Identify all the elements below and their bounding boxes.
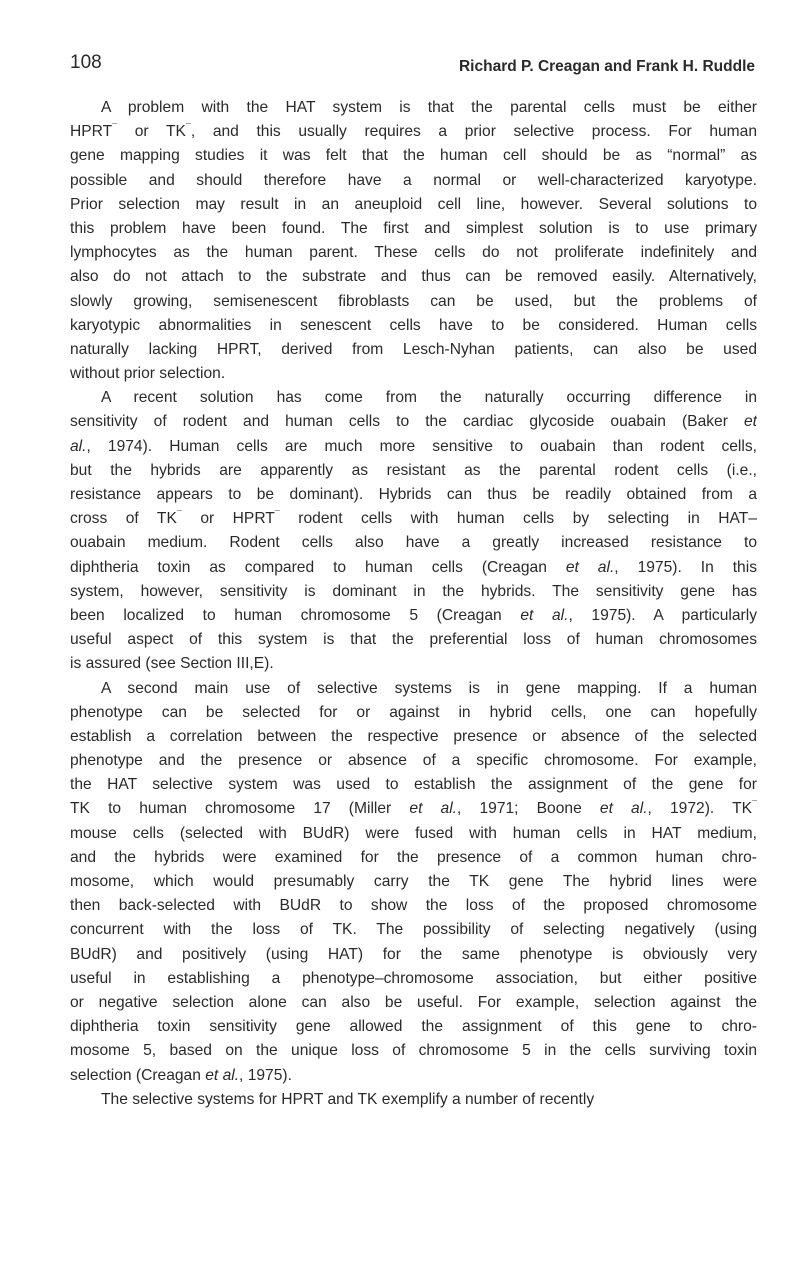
text-line: mosome, which would presumably carry the TK gene The hybrid lines were <box>70 873 757 890</box>
text-line: mouse cells (selected with BUdR) were fused with human cells in HAT medium, <box>70 824 757 842</box>
text-line: this problem have been found. The first and simplest solution is to use primary <box>70 219 757 237</box>
text-line: al., 1974). Human cells are much more sensitive to ouabain than rodent cells, <box>70 437 757 455</box>
text-line: establish a correlation between the respective presence or absence of the selected <box>70 727 757 745</box>
text-line: slowly growing, semisenescent fibroblasts can be used, but the problems of <box>70 292 757 310</box>
text-line: HPRT¯ or TK¯, and this usually requires a prior selective process. For human <box>70 122 757 141</box>
text-line: is assured (see Section III,E). <box>70 655 274 673</box>
text-line: been localized to human chromosome 5 (Creagan et al., 1975). A particularly <box>70 606 757 624</box>
text-line: resistance appears to be dominant). Hybrids can thus be readily obtained from a <box>70 486 757 503</box>
text-line: A problem with the HAT system is that the parental cells must be either <box>101 99 757 116</box>
text-line: Prior selection may result in an aneuploid cell line, however. Several solutions to <box>70 195 757 213</box>
text-line: also do not attach to the substrate and thus can be removed easily. Alternatively, <box>70 268 757 286</box>
text-line: phenotype can be selected for or against in hybrid cells, one can hopefully <box>70 703 757 721</box>
text-line: mosome 5, based on the unique loss of chromosome 5 in the cells surviving toxin <box>70 1042 757 1060</box>
text-line: phenotype and the presence or absence of a specific chromosome. For example, <box>70 752 757 770</box>
page-number: 108 <box>70 52 102 73</box>
text-line: gene mapping studies it was felt that the human cell should be as “normal” as <box>70 147 757 165</box>
body-text <box>70 96 757 1112</box>
text-line: diphtheria toxin sensitivity gene allowed the assignment of this gene to chro- <box>70 1018 757 1036</box>
text-line: A second main use of selective systems is in gene mapping. If a human <box>101 679 757 697</box>
text-line: cross of TK¯ or HPRT¯ rodent cells with human cells by selecting in HAT– <box>70 509 757 528</box>
text-line: A recent solution has come from the naturally occurring difference in <box>101 389 757 407</box>
text-line: useful aspect of this system is that the preferential loss of human chromosomes <box>70 631 757 649</box>
text-line: ouabain medium. Rodent cells also have a greatly increased resistance to <box>70 534 757 552</box>
text-line: BUdR) and positively (using HAT) for the same phenotype is obviously very <box>70 945 757 963</box>
running-head: Richard P. Creagan and Frank H. Ruddle <box>458 58 755 75</box>
text-line: then back-selected with BUdR to show the loss of the proposed chromosome <box>70 897 757 915</box>
text-line: or negative selection alone can also be useful. For example, selection against the <box>70 993 757 1011</box>
text-line: sensitivity of rodent and human cells to the cardiac glycoside ouabain (Baker et <box>70 413 757 431</box>
text-line: but the hybrids are apparently as resistant as the parental rodent cells (i.e., <box>70 461 757 479</box>
text-line: and the hybrids were examined for the presence of a common human chro- <box>70 848 757 866</box>
text-line: The selective systems for HPRT and TK exemplify a number of recently <box>101 1090 595 1108</box>
text-line: useful in establishing a phenotype–chromosome association, but either positive <box>70 969 757 987</box>
text-line: karyotypic abnormalities in senescent cells have to be considered. Human cells <box>70 316 757 334</box>
text-line: the HAT selective system was used to establish the assignment of the gene for <box>70 776 757 794</box>
text-line: concurrent with the loss of TK. The possibility of selecting negatively (using <box>70 921 757 939</box>
text-line: diphtheria toxin as compared to human cells (Creagan et al., 1975). In this <box>70 558 757 576</box>
text-line: without prior selection. <box>70 365 226 383</box>
text-line: TK to human chromosome 17 (Miller et al., 1971; Boone et al., 1972). TK¯ <box>70 799 757 818</box>
text-line: selection (Creagan et al., 1975). <box>70 1066 292 1084</box>
text-line: lymphocytes as the human parent. These cells do not proliferate indefinitely and <box>70 244 757 262</box>
text-line: possible and should therefore have a normal or well-characterized karyotype. <box>70 171 757 189</box>
text-line: naturally lacking HPRT, derived from Lesch-Nyhan patients, can also be used <box>70 340 757 358</box>
text-line: system, however, sensitivity is dominant in the hybrids. The sensitivity gene has <box>70 582 757 600</box>
